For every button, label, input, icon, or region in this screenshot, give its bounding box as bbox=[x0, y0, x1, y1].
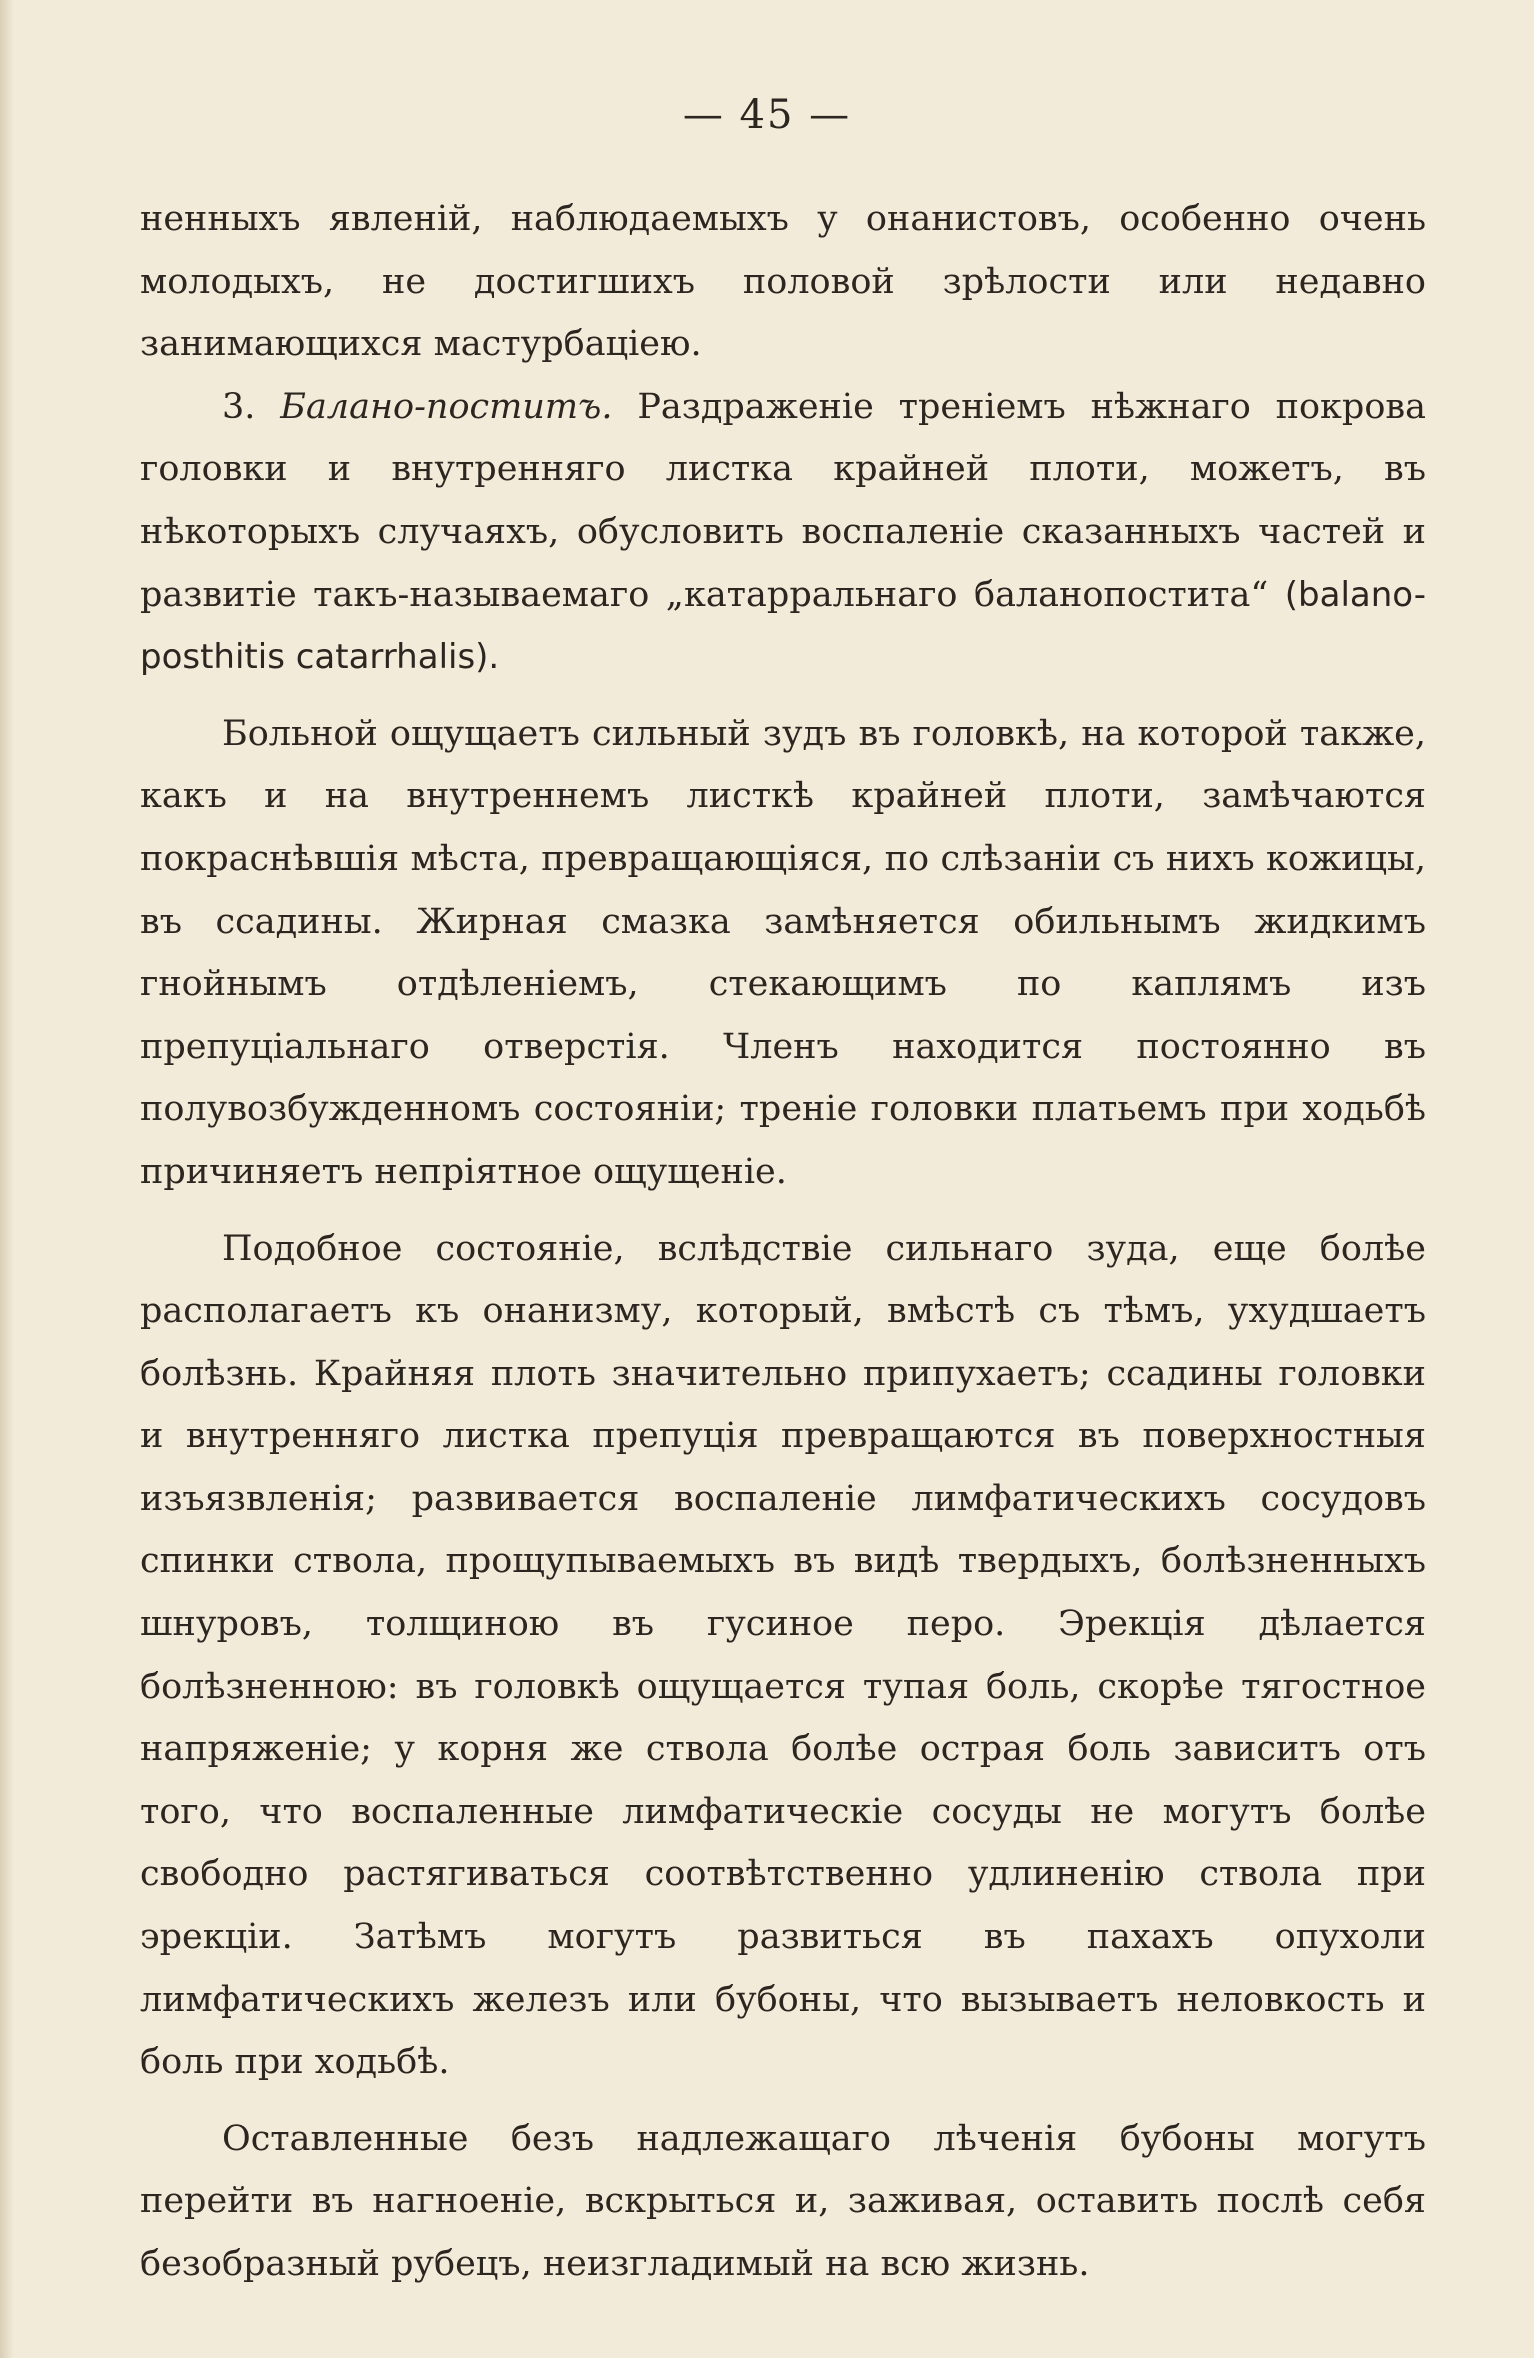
paragraph-2-latin: (balano-posthitis catarrhalis). bbox=[140, 574, 1426, 678]
paragraph-3-text: Больной ощущаетъ сильный зудъ въ головкѣ, на которой также, какъ и на внутреннемъ листкѣ крайней плоти, замѣчаются покраснѣвшія мѣста, превращающіяся, по слѣзаніи съ нихъ кожицы, въ ссадины. Жирная смазка замѣняется обильнымъ жидкимъ гнойнымъ отдѣленіемъ, стекающимъ по каплямъ изъ препуціальнаго отверстія. Членъ находится постоянно въ полувозбужденномъ состояніи; треніе головки платьемъ при ходьбѣ причиняетъ непріятное ощущеніе. bbox=[140, 713, 1426, 1192]
paragraph-5 bbox=[140, 2108, 1426, 2296]
paragraph-5-text: Оставленные безъ надлежащаго лѣченія бубоны могутъ перейти въ нагноеніе, вскрыться и, заживая, оставить послѣ себя безобразный рубецъ, неизгладимый на всю жизнь. bbox=[140, 2118, 1426, 2284]
paragraph-2-title: Балано-поститъ. bbox=[280, 386, 613, 427]
page-number: — 45 — bbox=[682, 92, 852, 138]
paragraph-2 bbox=[140, 376, 1426, 689]
paragraph-1 bbox=[140, 188, 1426, 376]
page-edge bbox=[0, 0, 14, 2358]
paragraph-4-text: Подобное состояніе, вслѣдствіе сильнаго зуда, еще болѣе располагаетъ къ онанизму, который, вмѣстѣ съ тѣмъ, ухудшаетъ болѣзнь. Крайняя плоть значительно припухаетъ; ссадины головки и внутренняго листка препуція превращаются въ поверхностныя изъязвленія; развивается воспаленіе лимфатическихъ сосудовъ спинки ствола, прощупываемыхъ въ видѣ твердыхъ, болѣзненныхъ шнуровъ, толщиною въ гусиное перо. Эрекція дѣлается болѣзненною: въ головкѣ ощущается тупая боль, скорѣе тягостное напряженіе; у корня же ствола болѣе острая боль зависитъ отъ того, что воспаленные лимфатическіе сосуды не могутъ болѣе свободно растягиваться соотвѣтственно удлиненію ствола при эрекціи. Затѣмъ могутъ развиться въ пахахъ опухоли лимфатическихъ железъ или бубоны, что вызываетъ неловкость и боль при ходьбѣ. bbox=[140, 1228, 1426, 2083]
paragraph-1-text: ненныхъ явленій, наблюдаемыхъ у онанистовъ, особенно очень молодыхъ, не достигшихъ половой зрѣлости или недавно занимающихся мастурбаціею. bbox=[140, 199, 1426, 365]
paragraph-3 bbox=[140, 703, 1426, 1204]
paragraph-4 bbox=[140, 1218, 1426, 2094]
paragraph-2-text: Раздраженіе треніемъ нѣжнаго покрова головки и внутренняго листка крайней плоти, можетъ, въ нѣкоторыхъ случаяхъ, обусловить воспаленіе сказанныхъ частей и развитіе такъ-называемаго „катарральнаго баланопостита“ bbox=[140, 386, 1426, 615]
paragraph-2-number: 3. bbox=[222, 386, 256, 427]
body-text bbox=[140, 188, 1426, 2296]
